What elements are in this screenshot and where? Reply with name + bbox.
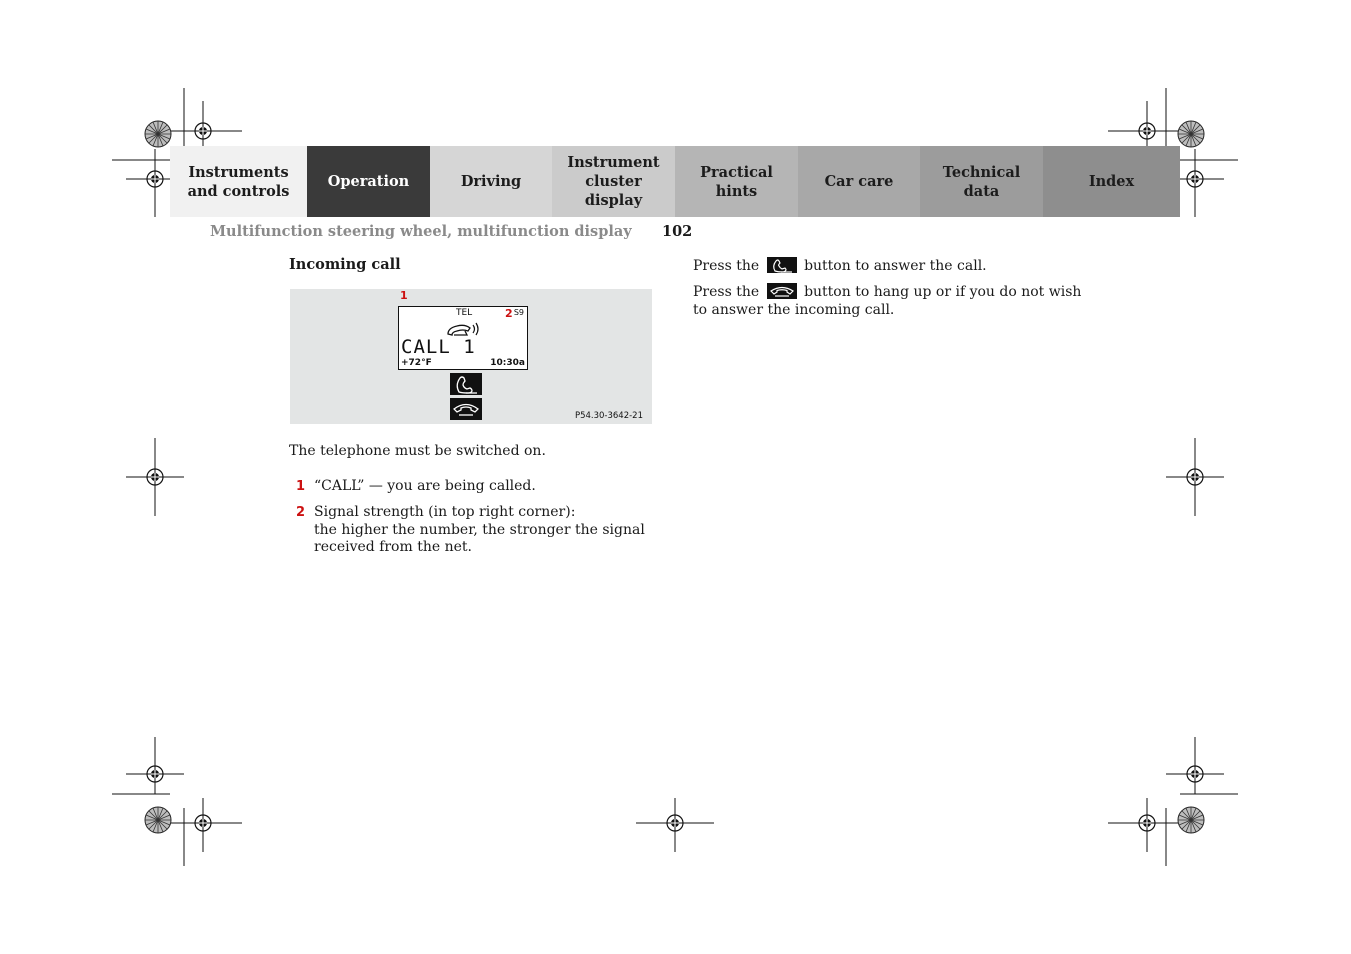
list-number: 1 [296, 479, 306, 494]
outside-temperature: +72°F [401, 358, 432, 368]
list-number: 2 [296, 505, 306, 520]
display-illustration [290, 289, 652, 424]
hangup-button-symbol [767, 283, 797, 299]
hangup-suffix: button to hang up or if you do not wish [804, 284, 1082, 300]
multifunction-display [398, 306, 528, 370]
tab-label: Driving [460, 173, 522, 190]
tab-label: Instrument cluster display [567, 154, 660, 209]
answer-button-symbol [767, 257, 797, 273]
tab-label: Instruments and controls [187, 163, 290, 200]
tab-practical-hints[interactable] [675, 146, 798, 217]
hangup-prefix: Press the [693, 284, 760, 300]
list-item [296, 504, 645, 557]
phone-answer-icon [450, 373, 482, 395]
list-text: Signal strength (in top right corner): the higher the number, the stronger the signal received from the net. [314, 504, 645, 555]
callout-1: 1 [400, 289, 408, 302]
phone-answer-icon [767, 257, 797, 273]
page-number: 102 [662, 223, 693, 240]
answer-instruction [693, 257, 987, 276]
page-heading: Incoming call [289, 256, 401, 273]
intro-text: The telephone must be switched on. [289, 443, 546, 459]
tab-label: Index [1088, 173, 1135, 190]
hangup-line-2: to answer the incoming call. [693, 301, 895, 318]
chapter-tabs [170, 146, 1180, 217]
tab-label: Practical hints [700, 163, 773, 200]
call-text: CALL 1 [401, 336, 476, 358]
phone-hangup-icon [450, 398, 482, 420]
tel-label: TEL [456, 308, 473, 318]
tab-label: Car care [824, 173, 894, 190]
callout-2: 2 [505, 307, 513, 320]
answer-suffix: button to answer the call. [804, 258, 987, 274]
end-call-button-illustration [450, 398, 482, 420]
figure-code: P54.30-3642-21 [574, 411, 643, 421]
hangup-instruction [693, 283, 1081, 319]
tab-car-care[interactable] [798, 146, 920, 217]
signal-strength: S9 [513, 308, 524, 317]
clock-time: 10:30a [490, 358, 525, 368]
tab-label: Technical data [942, 163, 1021, 200]
tab-label: Operation [327, 173, 410, 190]
tab-operation[interactable] [307, 146, 430, 217]
tab-driving[interactable] [430, 146, 552, 217]
section-title: Multifunction steering wheel, multifunction display [210, 223, 632, 240]
answer-call-button-illustration [450, 373, 482, 395]
tab-index[interactable] [1043, 146, 1180, 217]
tab-instrument-cluster-display[interactable] [552, 146, 675, 217]
answer-prefix: Press the [693, 258, 760, 274]
phone-hangup-icon [767, 283, 797, 299]
list-text: “CALL” — you are being called. [314, 478, 536, 494]
tab-technical-data[interactable] [920, 146, 1043, 217]
tab-instruments-and-controls[interactable] [170, 146, 307, 217]
list-item [296, 478, 536, 496]
